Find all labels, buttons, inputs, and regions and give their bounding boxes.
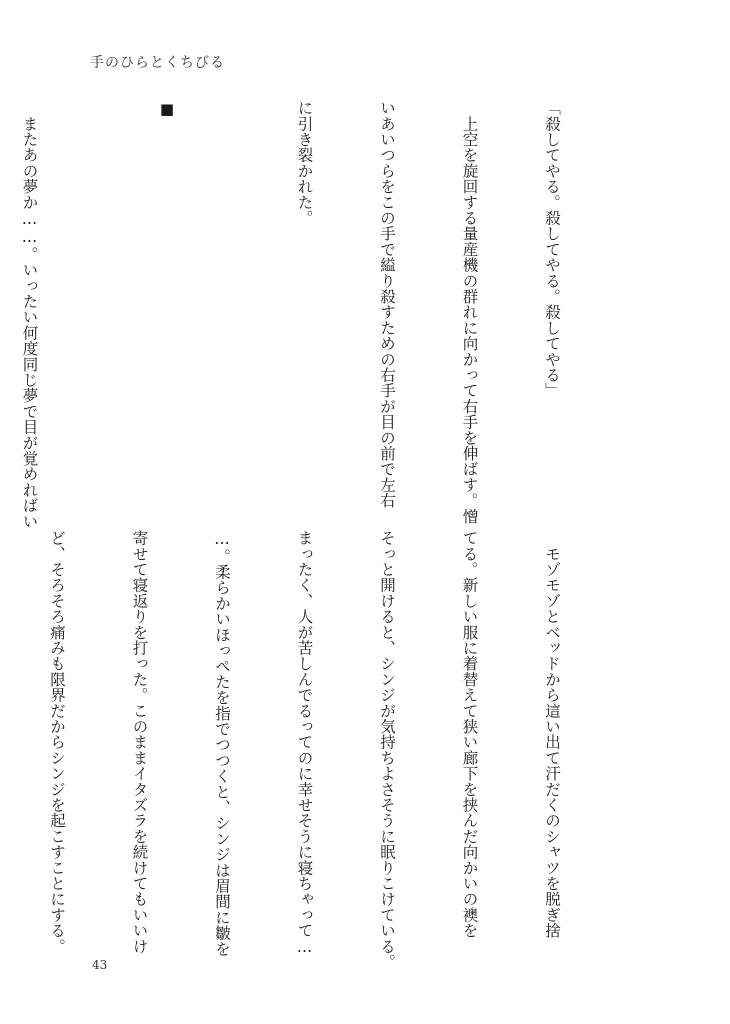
page-number: 43 xyxy=(92,958,108,972)
text-line: 寄せて寝返りを打った。このままイタズラを続けてもいいけ xyxy=(130,530,149,954)
text-line: 上空を旋回する量産機の群れに向かって右手を伸ばす。憎 xyxy=(460,100,479,524)
text-line: 「殺してやる。殺してやる。殺してやる」 xyxy=(543,100,561,399)
text-line: ど、そろそろ痛みも限界だからシンジを起こすことにする。 xyxy=(48,530,66,954)
text-line: まったく、人が苦しんでるってのに幸せそうに寝ちゃって… xyxy=(295,530,314,957)
text-line: てる。新しい服に着替えて狭い廊下を挟んだ向かいの襖を xyxy=(460,530,479,939)
text-line: …。柔らかいほっぺたを指でつつくと、シンジは眉間に皺を xyxy=(213,530,231,957)
text-line: そっと開けると、シンジが気持ちよさそうに眠りこけている。 xyxy=(378,530,396,970)
text-line: に引き裂かれた。 xyxy=(295,100,314,226)
text-line: モゾモゾとベッドから這い出て汗だくのシャツを脱ぎ捨 xyxy=(543,530,561,939)
text-line: いあいつらをこの手で縊り殺すための右手が目の前で左右 xyxy=(378,100,396,509)
section-break-marker: ■ xyxy=(158,100,176,119)
text-line: またあの夢か……。いったい何度同じ夢で目が覚めればい xyxy=(20,100,39,529)
upper-text-block xyxy=(0,100,620,529)
running-head: 手のひらとくちびる xyxy=(90,55,225,71)
